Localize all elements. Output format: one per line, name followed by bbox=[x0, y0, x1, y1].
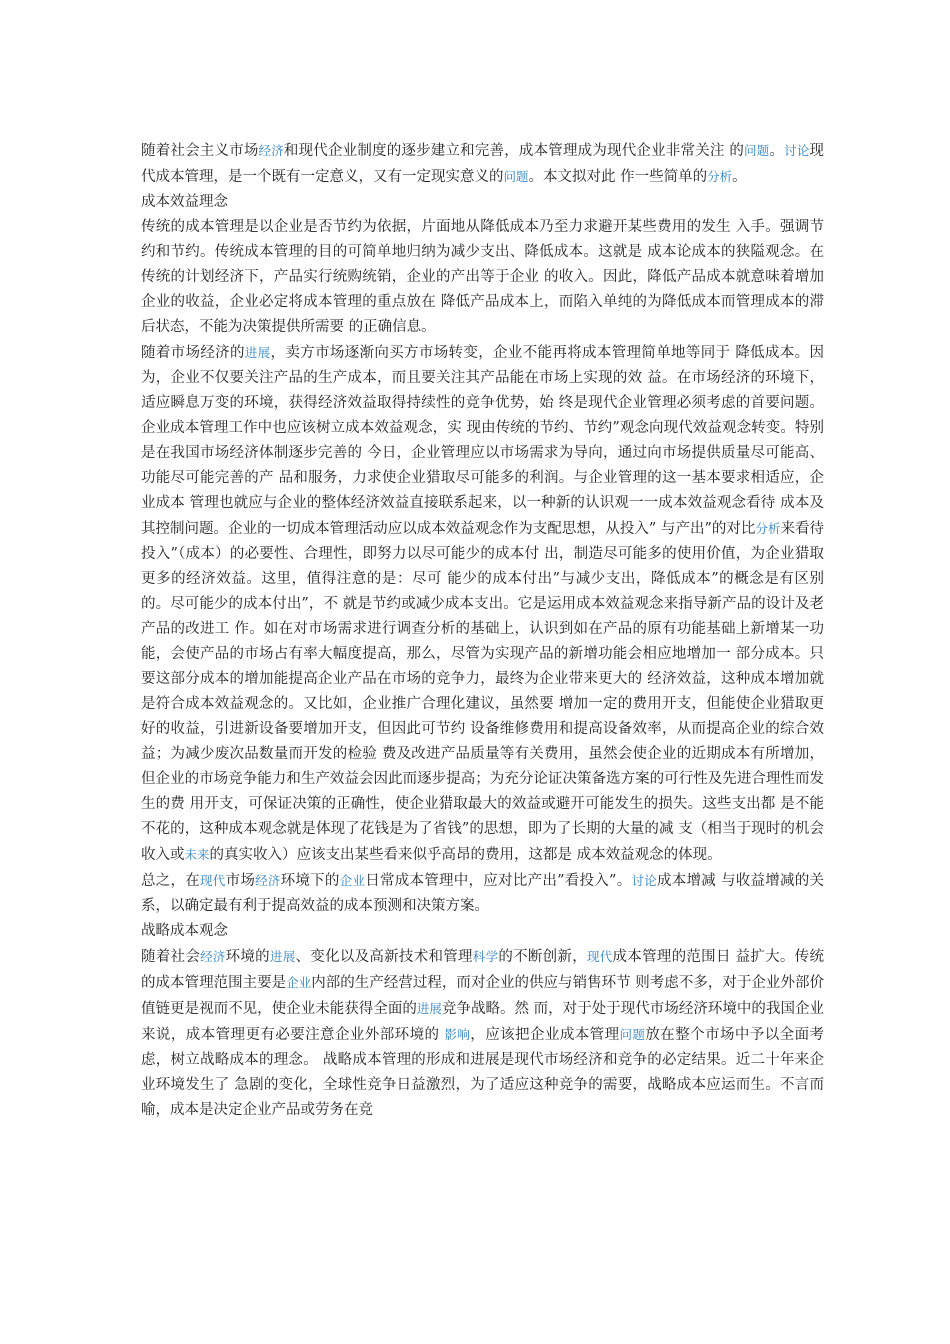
text-run: 日常成本管理中，应对比产出”看投入”。 bbox=[365, 873, 632, 889]
keyword-link[interactable]: 经济 bbox=[255, 873, 281, 888]
keyword-link[interactable]: 科学 bbox=[472, 949, 499, 964]
keyword-link[interactable]: 分析 bbox=[707, 169, 733, 184]
text-run: 总之，在 bbox=[141, 873, 201, 889]
text-run: 现代成本管理，是一个既有一定意义，又有一定现实意义的 bbox=[141, 143, 825, 185]
text-run: 。本文拟对此 作一些简单的 bbox=[528, 169, 708, 185]
keyword-link[interactable]: 问题 bbox=[503, 169, 529, 184]
keyword-link[interactable]: 经济 bbox=[200, 949, 226, 964]
section-heading bbox=[141, 190, 824, 215]
text-run: 环境下的 bbox=[280, 873, 340, 889]
keyword-link[interactable]: 影响 bbox=[444, 1027, 471, 1042]
keyword-link[interactable]: 企业 bbox=[286, 975, 312, 990]
text-run: 和现代企业制度的逐步建立和完善，成本管理成为现代企业非常关注 的 bbox=[283, 143, 745, 159]
text-run: 放在整个市场中予以全面考虑，树立战略成本的理念。 战略成本管理的形成和进展是现代市场经济和竞争的必定结果。近二十年来企业环境发生了 急剧的变化，全球性竞争日益激烈，为了适应这种竞争的需要，战略成本应运而生。不言而 喻，成本是决定企业产品或劳务在竞 bbox=[141, 1027, 824, 1118]
keyword-link[interactable]: 分析 bbox=[755, 521, 781, 536]
text-run: 内部的生产经营过程，而对企业的供应与销售环节 则考虑不多，对于企业外部价值链更是视而不见，使企业未能获得全面的 bbox=[141, 975, 824, 1017]
keyword-link[interactable]: 进展 bbox=[269, 949, 296, 964]
text-run: 成本效益理念 bbox=[141, 194, 228, 210]
text-run: 市场 bbox=[225, 873, 256, 889]
paragraph bbox=[141, 868, 824, 919]
text-run: 的真实收入）应该支出某些看来似乎高昂的费用，这都是 成本效益观念的体现。 bbox=[209, 847, 722, 863]
text-run: 。 bbox=[732, 169, 747, 185]
text-run: 成本管理的范围日 益扩大。传统的成本管理范围主要是 bbox=[141, 949, 824, 991]
paragraph bbox=[141, 340, 824, 868]
keyword-link[interactable]: 未来 bbox=[184, 847, 210, 862]
text-run: ，卖方市场逐渐向买方市场转变，企业不能再将成本管理简单地等同于 降低成本。因为，企业不仅要关注产品的生产成本，而且要关注其产品能在市场上实现的效 益。在市场经济的环境下，适应瞬息万变的环境，获得经济效益取得持续性的竞争优势，始 终是现代企业管理必须考虑的首要问题。企业成本管理工作中也应该树立成本效益观念，实 现由传统的节约、节约”观念向现代效益观念转变。特别是在我国市场经济体制逐步完善的 今日，企业管理应以市场需求为导向，通过向市场提供质量尽可能高、功能尽可能完善的产 品和服务，力求使企业猎取尽可能多的利润。与企业管理的这一基本要求相适应，企业成本 管理也就应与企业的整体经济效益直接联系起来，以一种新的认识观一一成本效益观念看待 成本及其控制问题。企业的一切成本管理活动应以成本效益观念作为支配思想，从投入” 与产出”的对比 bbox=[141, 345, 824, 537]
keyword-link[interactable]: 进展 bbox=[416, 1001, 442, 1016]
text-run: 环境的 bbox=[225, 949, 270, 965]
text-run: 。 bbox=[769, 143, 785, 159]
text-run: 传统的成本管理是以企业是否节约为依据，片面地从降低成本乃至力求避开某些费用的发生 入手。强调节约和节约。传统成本管理的目的可简单地归纳为减少支出、降低成本。这就是 成本论成本的狭隘观念。在传统的计划经济下，产品实行统购统销，企业的产出等于企业 的收入。因此，降低产品成本就意味着增加企业的收益，企业必定将成本管理的重点放在 降低产品成本上，而陷入单纯的为降低成本而管理成本的滞后状态，不能为决策提供所需要 的正确信息。 bbox=[141, 219, 824, 335]
keyword-link[interactable]: 进展 bbox=[244, 345, 271, 360]
text-run: 随着社会 bbox=[141, 949, 201, 965]
text-run: 、变化以及高新技术和管理 bbox=[295, 949, 473, 965]
text-run: 竞争战略。然 而，对于处于现代市场经济环境中的我国企业来说，成本管理更有必要注意企业外部环境的 bbox=[141, 1001, 824, 1043]
section-heading bbox=[141, 919, 824, 944]
text-run: ，应该把企业成本管理 bbox=[470, 1027, 620, 1043]
keyword-link[interactable]: 经济 bbox=[258, 143, 284, 158]
keyword-link[interactable]: 讨论 bbox=[631, 873, 658, 888]
text-run: 来看待投入”（成本）的必要性、合理性，即努力以尽可能少的成本付 出，制造尽可能多的使用价值，为企业猎取更多的经济效益。这里，值得注意的是：尽可 能少的成本付出”与减少支出，降低成本”的概念是有区别的。尽可能少的成本付出”，不 就是节约或减少成本支出。它是运用成本效益观念来指导新产品的设计及老产品的改进工 作。如在对市场需求进行调查分析的基础上，认识到如在产品的原有功能基础上新增某一功 能，会使产品的市场占有率大幅度提高，那么，尽管为实现产品的新增功能会相应地增加一 部分成本。只要这部分成本的增加能提高企业产品在市场的竞争力，最终为企业带来更大的 经济效益，这种成本增加就是符合成本效益观念的。又比如，企业推广合理化建议，虽然要 增加一定的费用开支，但能使企业猎取更好的收益，引进新设备要增加开支，但因此可节约 设备维修费用和提高设备效率，从而提高企业的综合效益；为减少废次品数量而开发的检验 费及改进产品质量等有关费用，虽然会使企业的近期成本有所增加，但企业的市场竞争能力和生产效益会因此而逐步提高；为充分论证决策备选方案的可行性及先进合理性而发生的费 用开支，可保证决策的正确性，使企业猎取最大的效益或避开可能发生的损失。这些支出都 是不能不花的，这种成本观念就是体现了花钱是为了省钱”的思想，即为了长期的大量的减 支（相当于现时的机会收入或 bbox=[141, 521, 824, 863]
text-run: 随着市场经济的 bbox=[141, 345, 245, 361]
paragraph bbox=[141, 215, 824, 340]
paragraph bbox=[141, 944, 824, 1123]
text-run: 随着社会主义市场 bbox=[141, 143, 259, 159]
document-body bbox=[141, 138, 824, 1123]
text-run: 的不断创新， bbox=[498, 949, 587, 965]
keyword-link[interactable]: 企业 bbox=[339, 873, 366, 888]
text-run: 战略成本观念 bbox=[141, 923, 228, 939]
keyword-link[interactable]: 现代 bbox=[200, 873, 226, 888]
keyword-link[interactable]: 讨论 bbox=[784, 143, 810, 158]
text-run: 成本增减 与收益增减的关系，以确定最有利于提高效益的成本预测和决策方案。 bbox=[141, 873, 825, 914]
keyword-link[interactable]: 问题 bbox=[619, 1027, 646, 1042]
paragraph bbox=[141, 138, 824, 190]
keyword-link[interactable]: 现代 bbox=[586, 949, 613, 964]
keyword-link[interactable]: 问题 bbox=[744, 143, 770, 158]
